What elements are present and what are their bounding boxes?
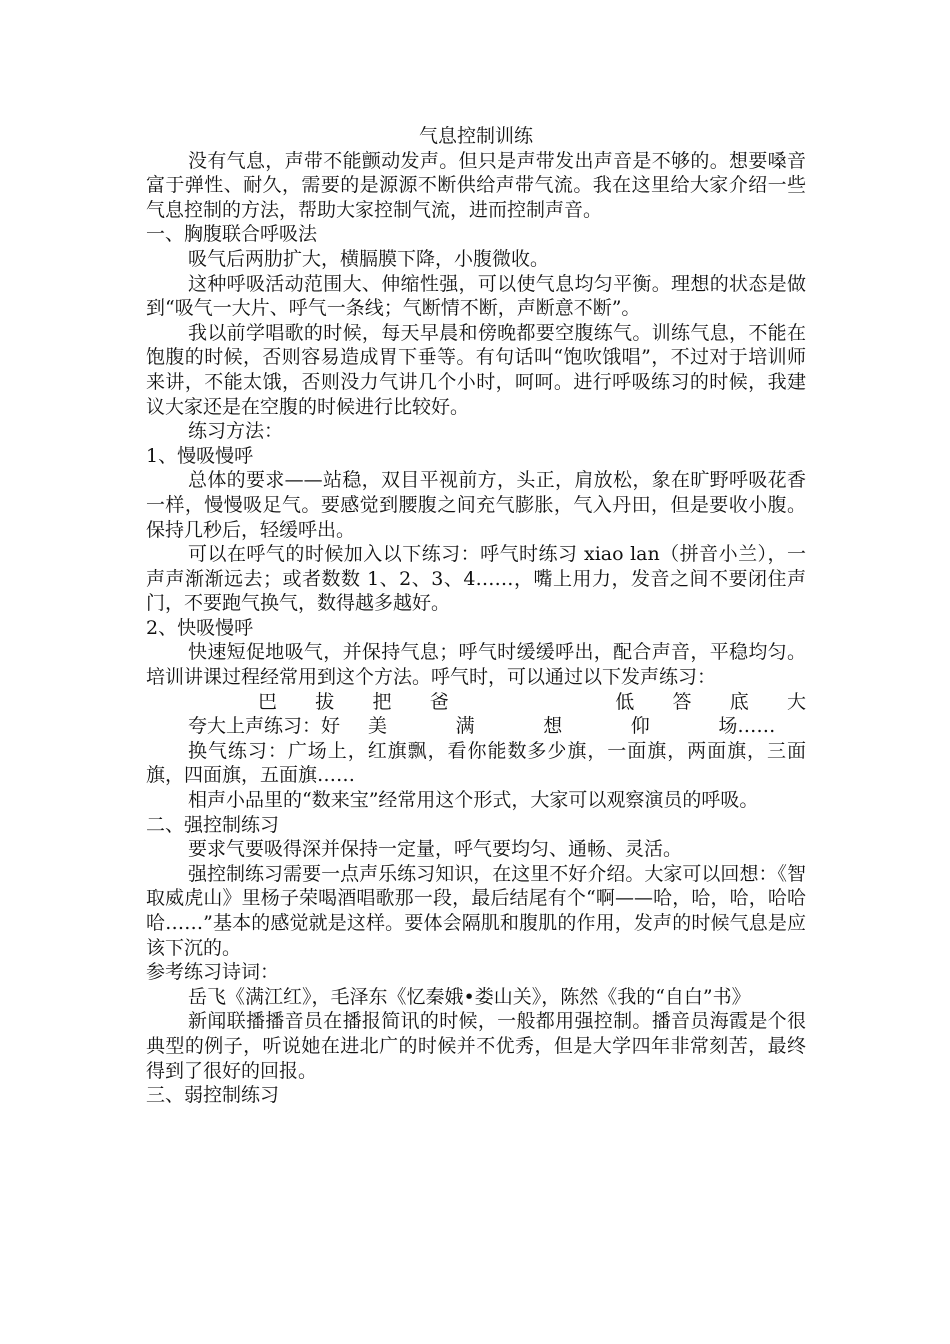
syllable: 巴 [258,690,278,713]
paragraph: 练习方法： [188,420,284,443]
section-heading-1: 一、胸腹联合呼吸法 [146,223,318,246]
reference-heading: 参考练习诗词： [146,961,280,984]
paragraph: 我以前学唱歌的时候，每天早晨和傍晚都要空腹练气。训练气息，不能在饱腹的时候，否则容易造成胃下垂等。有句话叫“饱吹饿唱”，不过对于培训师来讲，不能太饿，否则没力气讲几个小时，呵呵。进行呼吸练习的时候，我建议大家还是在空腹的时候进行比较好。 [146,321,806,418]
syllable: 想 [543,715,563,738]
paragraph: 快速短促地吸气，并保持气息；呼气时缓缓呼出，配合声音，平稳均匀。培训讲课过程经常用到这个方法。呼气时，可以通过以下发声练习： [146,641,806,689]
syllable: 满 [455,715,475,738]
paragraph: 换气练习：广场上，红旗飘，看你能数多少旗，一面旗，两面旗，三面旗，四面旗，五面旗…… [146,739,806,787]
syllable: 仰 [630,715,650,738]
document-title: 气息控制训练 [418,125,533,147]
syllable: 底 [729,690,749,713]
paragraph: 可以在呼气的时候加入以下练习：呼气时练习 xiao lan（拼音小兰），一声声渐渐远去；或者数数 1、2、3、4……，嘴上用力，发音之间不要闭住声门，不要跑气换气，数得越多越好。 [146,543,806,615]
syllable: 答 [672,690,692,713]
syllable-row-2 [146,714,806,739]
paragraph: 强控制练习需要一点声乐练习知识，在这里不好介绍。大家可以回想：《智取威虎山》里杨子荣喝酒唱歌那一段，最后结尾有个“啊——哈，哈，哈，哈哈哈……”基本的感觉就是这样。要体会隔肌和腹肌的作用，发声的时候气息是应该下沉的。 [146,862,806,959]
section-heading-2: 二、强控制练习 [146,813,280,836]
intro-paragraph: 没有气息，声带不能颤动发声。但只是声带发出声音是不够的。想要嗓音富于弹性、耐久，需要的是源源不断供给声带气流。我在这里给大家介绍一些气息控制的方法，帮助大家控制气流，进而控制声音。 [146,149,806,221]
syllable: 场…… [718,715,776,738]
spacer [487,690,577,715]
paragraph: 岳飞《满江红》，毛泽东《忆秦娥•娄山关》，陈然《我的“自白”书》 [188,985,751,1008]
syllable: 低 [615,690,635,713]
syllable-row-1 [146,690,806,715]
syllable: 美 [368,715,388,738]
document-body [146,124,806,1108]
syllable: 拔 [315,690,335,713]
subsection-heading-2: 2、快吸慢呼 [146,616,254,639]
paragraph: 要求气要吸得深并保持一定量，呼气要均匀、通畅、灵活。 [188,838,683,861]
subsection-heading-1: 1、慢吸慢呼 [146,444,254,467]
paragraph: 总体的要求——站稳，双目平视前方，头正，肩放松，象在旷野呼吸花香一样，慢慢吸足气。要感觉到腰腹之间充气膨胀，气入丹田，但是要收小腹。保持几秒后，轻缓呼出。 [146,469,806,541]
paragraph: 相声小品里的“数来宝”经常用这个形式，大家可以观察演员的呼吸。 [188,789,759,812]
section-heading-3: 三、弱控制练习 [146,1084,280,1107]
syllable: 爸 [429,690,449,713]
paragraph: 吸气后两肋扩大，横膈膜下降，小腹微收。 [188,247,550,270]
paragraph: 这种呼吸活动范围大、伸缩性强，可以使气息均匀平衡。理想的状态是做到“吸气一大片、呼气一条线；气断情不断，声断意不断”。 [146,272,806,320]
syllable: 把 [372,690,392,713]
row-lead: 夸大上声练习：好 [188,715,341,738]
paragraph: 新闻联播播音员在播报简讯的时候，一般都用强控制。播音员海霞是个很典型的例子，听说她在进北广的时候并不优秀，但是大学四年非常刻苦，最终得到了很好的回报。 [146,1010,806,1082]
syllable: 大 [786,690,806,713]
